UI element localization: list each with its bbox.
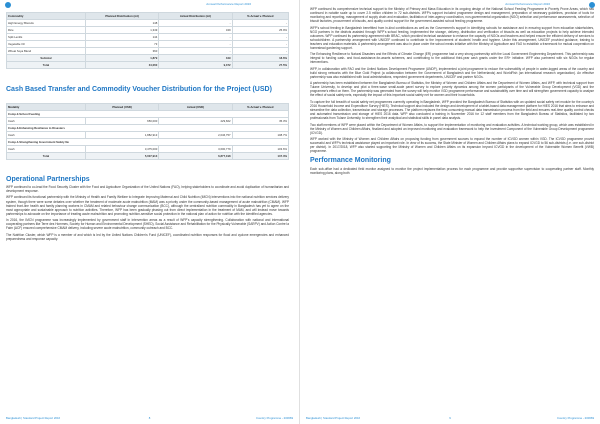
table-cell: Total (7, 152, 86, 159)
right-header-title: Annual Performance Report 2016 (505, 2, 550, 6)
left-content (6, 12, 289, 243)
right-footer (300, 416, 600, 421)
table-cell: Cash (7, 117, 86, 124)
cbt-group-row (7, 124, 289, 131)
table-cell: 1,879 (85, 55, 158, 62)
paragraph: WFP continued its comprehensive technical support to the Ministry of Primary and Mass Education in its ongoing design of the National School Feeding Programme in Poverty Prone Areas, which has continued in notable scale up to cover 2.5 million children in 72 sub-districts. WFP's support included programme design and management, preparation of necessary guidelines, provision of tools for monitoring and reporting, management of supply chain and evaluation, facilitation of inter-agency coordination, non-governmental organization (NGO) selection and performance assessments, selection of biscuit factories, procurement of biscuits, and quality control support for the government-assisted school feeding programme. (310, 7, 594, 24)
table-cell: Cash (7, 145, 86, 152)
table-cell: 650,000 (85, 117, 158, 124)
paragraph: Two staff members of WFP were placed within the Department of Women Affairs, to support the implementation of monitoring and evaluation activities. A technical working group, which was established in the Ministry of Women and Children Affairs, finalized and adopted an improved monitoring and evaluation framework to help the Investment Component of the Vulnerable Group Development programme (ICVGD). (310, 122, 594, 135)
wfp-logo-icon (5, 2, 11, 8)
footer-programme: Country Programme - 200669 (557, 416, 594, 420)
cbt-header-modality: Modality (7, 103, 86, 110)
food-header-actual: Actual Distribution (mt) (159, 13, 232, 20)
footer-report-name: Bangladesh | Standard Project Report 2016 (6, 416, 61, 420)
table-cell: 349 (159, 55, 232, 62)
table-cell: 25.9% (232, 27, 288, 34)
table-cell: 1,349 (85, 27, 158, 34)
table-cell: - (232, 41, 288, 48)
right-page (300, 0, 600, 424)
paragraph: The Nutrition Cluster, which WFP is a member of and which is led by the United Nations Children's Fund (UNICEF), coordinated nutrition responses for flood and cyclone emergencies and enhanced preparedness and response capacity. (6, 232, 289, 241)
table-row (7, 41, 289, 48)
table-cell: 360 (85, 48, 158, 55)
left-header (0, 0, 299, 9)
footer-page-number: 8 (148, 416, 151, 420)
table-cell: Wheat Soya Blend (7, 48, 86, 55)
table-cell: Subtotal (7, 55, 86, 62)
table-cell: 73 (85, 41, 158, 48)
table-cell: Total (7, 62, 86, 69)
table-cell: 18.6% (232, 55, 288, 62)
table-cell: 349 (159, 27, 232, 34)
cbt-section-title: Cash Based Transfer and Commodity Voucher Distribution for the Project (USD) (6, 86, 272, 93)
table-cell: 3,600,779 (159, 145, 232, 152)
table-cell: 5,007,913 (85, 152, 158, 159)
table-cell: 34,060 (85, 62, 158, 69)
table-row (7, 34, 289, 41)
table-cell: 137.3% (232, 152, 288, 159)
left-header-title: Annual Performance Report 2016 (206, 2, 251, 6)
paragraph: WFP continued to co-lead the Food Security Cluster with the Food and Agriculture Organization of the United Nations (FAO), helping stakeholders to coordinate and avoid duplication of humanitarian and development response. (6, 185, 289, 194)
table-row (7, 48, 289, 55)
food-subtotal-row (7, 55, 289, 62)
table-cell: - (159, 41, 232, 48)
table-row (7, 20, 289, 27)
food-header-commodity: Commodity (7, 13, 86, 20)
cbt-group-label: Comp.3-Enhancing Resilience to Disasters (7, 124, 289, 131)
table-cell: Split Lentils (7, 34, 86, 41)
table-cell: 148 (85, 20, 158, 27)
table-cell: 103.6% (232, 145, 288, 152)
table-cell: 6,877,198 (159, 152, 232, 159)
table-cell: Rice (7, 27, 86, 34)
cbt-header-planned: Planned (USD) (85, 103, 158, 110)
table-cell: 3,475,000 (85, 145, 158, 152)
table-cell: 27.5% (232, 62, 288, 69)
table-cell: Vegetable Oil (7, 41, 86, 48)
operational-partnerships-title: Operational Partnerships (6, 175, 90, 183)
table-cell: - (232, 20, 288, 27)
table-cell: 1,882,913 (85, 131, 158, 138)
cbt-group-row (7, 110, 289, 117)
food-table-header-row (7, 13, 289, 20)
table-cell: - (159, 20, 232, 27)
left-footer (0, 416, 299, 421)
paragraph: To capture the full breadth of social safety net programmes currently operating in Bangladesh, WFP provided the Bangladesh Bureau of Statistics with an updated social safety net module for the country's 2016 Household Income and Expenditure Survey (HIES). Technical support also included the design and development of a tablet-based data management platform for HIES 2016 that aims to enhance and streamline the data collection, transmission and storage processes. The platform replaces the time-consuming manual data transmission process from the field and ensures real-time quality control checks and automated transmission and storage of HIES 2016 data. WFP also conducted a training in November 2016 for 12 staff members from the Bangladesh Bureau of Statistics, facilitated by two professionals from Tulane University, to strengthen their analytical and statistical skills in panel data analysis. (310, 99, 594, 121)
table-cell: Cash (7, 131, 86, 138)
cbt-group-label: Comp.2-School Feeding (7, 110, 289, 117)
table-row (7, 131, 289, 138)
footer-programme: Country Programme - 200669 (256, 416, 293, 420)
food-header-percent: % Actual v. Planned (232, 13, 288, 20)
food-header-planned: Planned Distribution (mt) (85, 13, 158, 20)
table-row (7, 117, 289, 124)
table-cell: High Energy Biscuits (7, 20, 86, 27)
cbt-distribution-table (6, 103, 289, 160)
paragraph: WFP's school feeding in Bangladesh benefitted from in-kind contributions as well as the Government's support in identifying schools for assistance and in ensuring support from education stakeholders, NGO partners in the districts assisted through WFP's school feeding, implemented the storage, delivery, distribution and verification of biscuits as well as education projects to help achieve intended outcomes. WFP continued its partnership agreement with BRAC, which provided technical assistance to enhance the capacity of NGOs and teachers and helped ensure the efficient delivery of services to schoolchildren. A partnership arrangement with UNICEF continued to contribute to the improvement of students' health and hygiene. Under this arrangement, UNICEF provided guidance, training to teachers and education materials. A partnership arrangement was also in place under the school meals initiative with the Ministry of Agriculture and FAO to establish a framework for mutual cooperation on homestead gardening support. (310, 25, 594, 50)
cbt-table-header-row (7, 103, 289, 110)
table-cell: 2,046,757 (159, 131, 232, 138)
table-cell: 229,662 (159, 117, 232, 124)
table-cell: - (159, 48, 232, 55)
table-cell: - (232, 48, 288, 55)
cbt-group-row (7, 138, 289, 145)
table-cell: - (159, 34, 232, 41)
table-row (7, 27, 289, 34)
table-cell: 9,372 (159, 62, 232, 69)
right-content (310, 7, 594, 177)
table-cell: 35.3% (232, 117, 288, 124)
paragraph: WFP worked with the Ministry of Women and Children Affairs on proposing funding from government sources to expand the number of ICVGD women within VGD. The ICVGD programme proved successful and WFP's technical assistance played an important role. In view of its success, the State Minister of Women and Children Affairs plans to expand ICVGD to 56 sub-districts (i.e. one sub-district per district). In 2017/2018, WFP also started supporting the Ministry of Women and Children Affairs on its expansion beyond ICVGD in the development of the Vulnerable Women Benefit (VWB) programme. (310, 137, 594, 154)
table-row (7, 145, 289, 152)
table-cell: 108.7% (232, 131, 288, 138)
cbt-group-label: Comp.4-Strengthening Government Safety Ne (7, 138, 289, 145)
footer-report-name: Bangladesh | Standard Project Report 2016 (306, 416, 361, 420)
paragraph: The Enhancing Resilience to Natural Disasters and the Effects of Climate Change (ER) programme had a very strong partnership with the Local Government Engineering Department. This partnership was integral to funding cash- and food-assistance-for-assets schemes, and contributing to the additional third-year cash grants under the ER+ initiative. WFP also partnered with six NGOs for regular interventions. (310, 52, 594, 65)
footer-page-number: 9 (449, 416, 451, 420)
paragraph: A partnership has been established between the Bangladesh Bureau of Statistics, the Ministry of Women and Children Affairs and the Department of Women Affairs, and WFP, with technical support from Tulane University, to develop and pilot a three-wave small-scale panel survey to explore poverty dynamics among the women participants of the Vulnerable Group Development (VGD) and the programme's effect on them. The partnership was generated from the survey will help monitor VGD programme performance and sustainability over time and will strengthen government capacity to analyse the effect of social safety nets, especially the impact of this important social safety net for women and their households. (310, 81, 594, 98)
table-cell: - (232, 34, 288, 41)
cbt-header-percent: % Actual v. Planned (232, 103, 288, 110)
food-total-row (7, 62, 289, 69)
food-distribution-table (6, 12, 289, 69)
paragraph: Each sub-office had a dedicated field monitor assigned to monitor the project implementation process for each programme and provide supportive supervision to cooperating partner staff. Monthly monitoring plans, along both (310, 166, 594, 175)
paragraph: In 2016, the IMCN programme was increasingly implemented by government staff in intervention areas as a result of WFP's capacity strengthening. Collaboration with national and international cooperating partners like Terre des Hommes, Society for Human and Environmental Development (SHED), Social Assistance and Rehabilitation for the Physically Vulnerable (SARPV) and Action Contre la Faim (ACF) ensured comprehensive CMAM delivery, including severe acute malnutrition, community outreach and BCC. (6, 218, 289, 231)
cbt-total-row (7, 152, 289, 159)
paragraph: WFP, in collaboration with FAO and the United Nations Development Programme (UNDP), implemented a joint programme to reduce the vulnerability of people in water-logged areas of the country and build strong networks with the Blue Gold Project (a collaboration between the Government of Bangladesh and the Netherlands) and WorldFish (an international research organization). An effective partnership was also established with local administrations, respected government departments, UNICEF and partner NGOs. (310, 66, 594, 79)
performance-monitoring-title: Performance Monitoring (310, 157, 391, 165)
cbt-header-actual: Actual (USD) (159, 103, 232, 110)
table-cell: 144 (85, 34, 158, 41)
paragraph: WFP continued its functional partnership with the Ministry of Health and Family Welfare to Integrate Improving Maternal and Child Nutrition (IMCN) interventions into the national nutrition services delivery system, though there were some debates over whether the treatment of moderate acute malnutrition (MAM) was a priority under the community-based management of acute malnutrition (CMAM). WFP trained front-line health and family planning workers in CMAM and related behaviour change communication (BCC), although the centralized nutrition commodity in Bangladesh has yet to agree on the most appropriate and sustainable approach to nutrition activities. Therefore, WFP has been gradually phasing out from direct implementation in the treatment of MAM, and will instead move towards partnerships to advocate on the importance of treating acute malnutrition and promoting nutrition-sensitive social protection in the national plan of action for nutrition with the identified agencies. (6, 195, 289, 216)
